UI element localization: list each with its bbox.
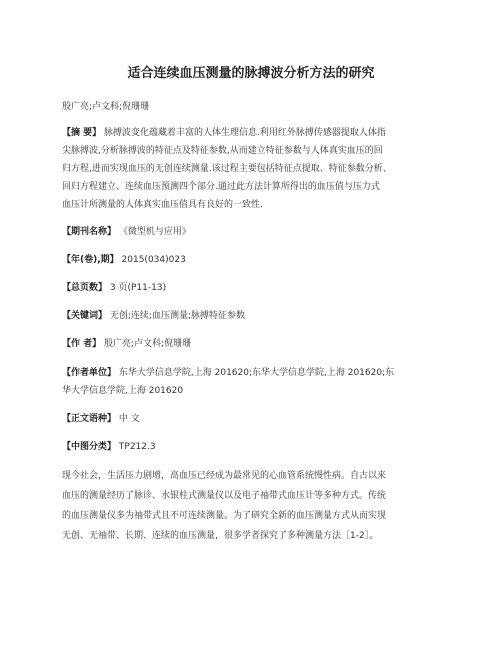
language-value: 中 文 <box>118 414 140 424</box>
language-row <box>62 413 140 425</box>
body-line-4: 无创、无袖带、长期、连续的血压测量，很多学者探究了多种测量方法［1-2］。 <box>62 531 379 541</box>
affiliation-value-1: 东华大学信息学院,上海 201620;东华大学信息学院,上海 201620;东 <box>118 368 395 378</box>
classification-label: 【中图分类】 <box>62 442 117 452</box>
keywords-value: 无创;连续;血压测量;脉搏特征参数 <box>109 311 245 321</box>
author-list: 殷广亮;卢文科;倪珊珊 <box>62 102 150 112</box>
abstract-label: 【摘 要】 <box>62 128 102 138</box>
abstract-line-5: 血压计所测量的人体真实血压值具有良好的一致性. <box>62 200 263 210</box>
classification-row <box>62 441 156 453</box>
year-value: 2015(034)023 <box>121 255 186 265</box>
journal-row <box>62 226 191 238</box>
abstract-line-1 <box>62 127 386 139</box>
abstract-line-3: 归方程,进而实现血压的无创连续测量.该过程主要包括特征点提取、特征参数分析、 <box>62 164 392 174</box>
affiliation-value-2: 华大学信息学院,上海 201620 <box>62 386 184 396</box>
year-row <box>62 254 186 266</box>
keywords-row <box>62 310 245 322</box>
journal-value: 《微型机与应用》 <box>118 227 191 237</box>
author-row <box>62 338 191 350</box>
pages-label: 【总页数】 <box>62 283 108 293</box>
abstract-text-1: 脉搏波变化蕴藏着丰富的人体生理信息.利用红外脉搏传感器提取人体指 <box>104 128 386 138</box>
pages-value: 3 页(P11-13) <box>109 283 167 293</box>
keywords-label: 【关键词】 <box>62 311 108 321</box>
author-value: 殷广亮;卢文科;倪珊珊 <box>104 339 192 349</box>
pages-row <box>62 282 166 294</box>
body-line-2: 血压的测量经历了脉诊、水银柱式测量仪以及电子袖带式血压计等多种方式。传统 <box>62 491 387 501</box>
affiliation-row <box>62 367 394 379</box>
author-label: 【作 者】 <box>62 339 102 349</box>
abstract-line-2: 尖脉搏波,分析脉搏波的特征点及特征参数,从而建立特征参数与人体真实血压的回 <box>62 146 383 156</box>
affiliation-label: 【作者单位】 <box>62 368 117 378</box>
year-label: 【年(卷),期】 <box>62 255 119 265</box>
abstract-line-4: 回归方程建立、连续血压预测四个部分.通过此方法计算所得出的血压值与压力式 <box>62 182 380 192</box>
body-line-1: 现今社会，生活压力剧增，高血压已经成为最常见的心血管系统慢性病。自古以来 <box>62 471 387 481</box>
language-label: 【正文语种】 <box>62 414 117 424</box>
journal-label: 【期刊名称】 <box>62 227 117 237</box>
body-line-3: 的血压测量仪多为袖带式且不可连续测量。为了研究全新的血压测量方式从而实现 <box>62 511 387 521</box>
paper-title: 适合连续血压测量的脉搏波分析方法的研究 <box>127 66 375 81</box>
classification-value: TP212.3 <box>118 442 156 452</box>
